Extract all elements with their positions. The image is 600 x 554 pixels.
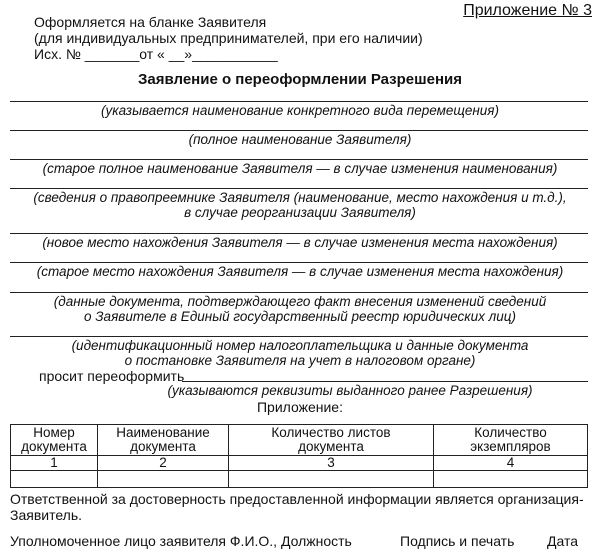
fill-line (10, 101, 588, 102)
table-row-numbers (11, 456, 588, 471)
form-title: Заявление о переоформлении Разрешения (137, 71, 463, 88)
responsibility-statement: Ответственной за достоверность предоставленной информации является организация- (10, 491, 584, 507)
col-header-sheet-count: Количество листов документа (229, 425, 434, 456)
fill-line (182, 381, 588, 382)
column-number: 3 (229, 456, 434, 471)
table-row (11, 471, 588, 488)
date-label: Дата (547, 533, 579, 549)
field-caption-successor: (сведения о правопреемнике Заявителя (наименование, место нахождения и т.д.), (33, 190, 567, 205)
attachment-label: Приложение: (256, 399, 343, 415)
table-cell (98, 471, 229, 488)
field-caption-permit-details: (указываются реквизиты выданного ранее Разрешения) (167, 383, 533, 398)
col-header-doc-name: Наименование документа (98, 425, 229, 456)
table-cell (434, 471, 588, 488)
letterhead-note-ip: (для индивидуальных предпринимателей, при его наличии) (34, 30, 423, 46)
appendix-label: Приложение № 3 (463, 2, 592, 19)
field-caption-successor-2: в случае реорганизации Заявителя) (184, 205, 416, 220)
column-number: 1 (11, 456, 98, 471)
field-caption-movement-type: (указывается наименование конкретного вида перемещения) (100, 103, 500, 118)
field-caption-registry-doc-2: о Заявителе в Единый государственный реестр юридических лиц) (84, 309, 516, 324)
request-label: просит переоформить (39, 368, 185, 384)
column-number: 4 (434, 456, 588, 471)
field-caption-tax-id: (идентификационный номер налогоплательщика и данные документа (71, 338, 529, 353)
signatory-label: Уполномоченное лицо заявителя Ф.И.О., Должность (10, 533, 352, 549)
table-cell (11, 471, 98, 488)
outgoing-number: Исх. № _______от « __»___________ (34, 46, 278, 62)
col-header-doc-number: Номер документа (11, 425, 98, 456)
letterhead-note: Оформляется на бланке Заявителя (34, 14, 267, 30)
field-caption-old-address: (старое место нахождения Заявителя — в случае изменения места нахождения) (36, 264, 564, 279)
field-caption-full-name: (полное наименование Заявителя) (188, 132, 412, 147)
field-caption-new-address: (новое место нахождения Заявителя — в случае изменения места нахождения) (42, 235, 558, 250)
responsibility-statement-2: Заявитель. (10, 507, 83, 523)
fill-line (10, 159, 588, 160)
signature-seal-label: Подпись и печать (400, 533, 515, 549)
column-number: 2 (98, 456, 229, 471)
field-caption-tax-id-2: о постановке Заявителя на учет в налоговом органе) (124, 353, 476, 368)
table-cell (229, 471, 434, 488)
col-header-copies: Количество экземпляров (434, 425, 588, 456)
attachments-table (10, 424, 588, 488)
field-caption-registry-doc: (данные документа, подтверждающего факт внесения изменений сведений (53, 294, 547, 309)
fill-line (10, 262, 588, 263)
fill-line (10, 336, 588, 337)
fill-line (10, 130, 588, 131)
fill-line (10, 292, 588, 293)
fill-line (10, 233, 588, 234)
table-header-row (11, 425, 588, 456)
fill-line (10, 188, 588, 189)
field-caption-old-name: (старое полное наименование Заявителя — в случае изменения наименования) (42, 161, 558, 176)
